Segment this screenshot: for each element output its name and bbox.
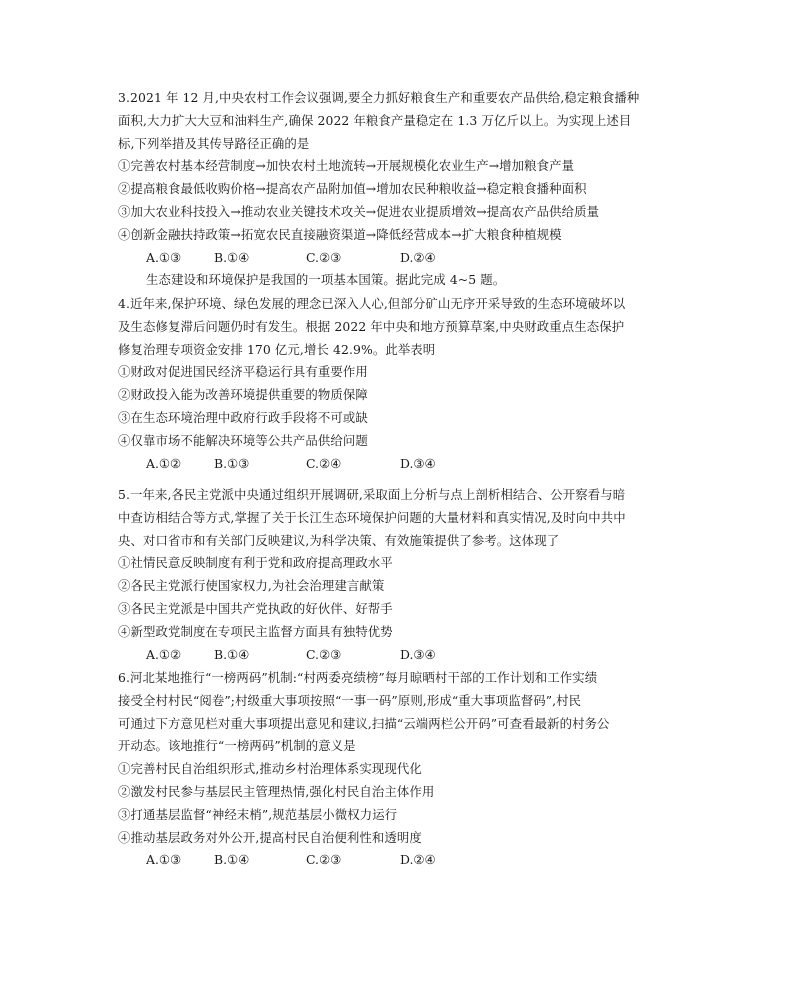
question-6-stem-line-3: 可通过下方意见栏对重大事项提出意见和建议,扫描“云端两栏公开码”可查看最新的村务公 [118,715,610,731]
question-5-option-3: ③各民主党派是中国共产党执政的好伙伴、好帮手 [118,600,393,616]
question-3-stem-line-1: 3.2021 年 12 月,中央农村工作会议强调,要全力抓好粮食生产和重要农产品供给,稳定粮食播种 [118,90,640,105]
question-5-stem-line-3: 央、对口省市和有关部门反映建议,为科学决策、有效施策提供了参考。这体现了 [118,532,560,548]
answer-choice-d: D.③④ [400,455,436,471]
answer-choice-d: D.②④ [400,249,436,265]
question-6-stem-line-2: 接受全村村民“阅卷”;村级重大事项按照“一事一码”原则,形成“重大事项监督码”,村民 [118,692,582,708]
question-4-option-1: ①财政对促进国民经济平稳运行具有重要作用 [118,364,368,380]
question-3-option-4: ④创新金融扶持政策→拓宽农民直接融资渠道→降低经营成本→扩大粮食种植规模 [118,226,562,242]
section-intro: 生态建设和环境保护是我国的一项基本国策。据此完成 4~5 题。 [146,272,506,288]
question-5-option-2: ②各民主党派行使国家权力,为社会治理建言献策 [118,578,385,594]
question-4-stem-line-2: 及生态修复滞后问题仍时有发生。根据 2022 年中央和地方预算草案,中央财政重点生态保护 [118,318,625,334]
answer-choice-a: A.①③ [146,852,182,868]
answer-choice-d: D.②④ [400,852,436,868]
question-6-option-2: ②激发村民参与基层民主管理热情,强化村民自治主体作用 [118,783,435,799]
answer-choice-a: A.①③ [146,249,182,265]
question-6-option-3: ③打通基层监督“神经末梢”,规范基层小微权力运行 [118,806,398,822]
question-4-option-4: ④仅靠市场不能解决环境等公共产品供给问题 [118,432,368,448]
question-5-stem-line-2: 中查访相结合等方式,掌握了关于长江生态环境保护问题的大量材料和真实情况,及时向中共中 [118,509,626,525]
question-4-answer-choices [118,453,678,476]
answer-choice-c: C.②③ [306,646,342,662]
question-4 [118,293,678,475]
answer-choice-c: C.②④ [306,455,342,471]
question-6 [118,667,678,872]
answer-choice-b: B.①④ [214,852,250,868]
question-6-stem-line-4: 开动态。该地推行“一榜两码”机制的意义是 [118,738,356,754]
question-3-option-3: ③加大农业科技投入→推动农业关键技术攻关→促进农业提质增效→提高农产品供给质量 [118,203,600,219]
question-4-stem-line-3: 修复治理专项资金安排 170 亿元,增长 42.9%。此举表明 [118,341,436,357]
question-3-stem-line-3: 标,下列举措及其传导路径正确的是 [118,135,310,151]
question-6-option-4: ④推动基层政务对外公开,提高村民自治便利性和透明度 [118,829,422,845]
answer-choice-b: B.①④ [214,646,250,662]
question-5-option-4: ④新型政党制度在专项民主监督方面具有独特优势 [118,623,393,639]
question-4-stem-line-1: 4.近年来,保护环境、绿色发展的理念已深入人心,但部分矿山无序开采导致的生态环境破坏以 [118,296,626,311]
question-3-stem-line-2: 面积,大力扩大大豆和油料生产,确保 2022 年粮食产量稳定在 1.3 万亿斤以上。为实现上述目 [118,112,632,128]
question-3-option-1: ①完善农村基本经营制度→加快农村土地流转→开展规模化农业生产→增加粮食产量 [118,158,575,174]
question-5-answer-choices [118,644,678,667]
question-3 [118,87,678,292]
question-6-stem-line-1: 6.河北某地推行“一榜两码”机制:“村两委亮绩榜”每月晾晒村干部的工作计划和工作实绩 [118,670,598,685]
answer-choice-a: A.①② [146,455,182,471]
answer-choice-c: C.②③ [306,249,342,265]
question-4-option-2: ②财政投入能为改善环境提供重要的物质保障 [118,387,368,403]
answer-choice-b: B.①③ [214,455,250,471]
question-6-answer-choices [118,849,678,872]
answer-choice-d: D.③④ [400,646,436,662]
question-5-stem-line-1: 5.一年来,各民主党派中央通过组织开展调研,采取面上分析与点上剖析相结合、公开察看与暗 [118,487,626,502]
question-3-answer-choices [118,247,678,270]
question-4-option-3: ③在生态环境治理中政府行政手段将不可或缺 [118,409,368,425]
answer-choice-c: C.②③ [306,852,342,868]
question-5 [118,484,678,666]
question-6-option-1: ①完善村民自治组织形式,推动乡村治理体系实现现代化 [118,761,422,777]
answer-choice-b: B.①④ [214,249,250,265]
answer-choice-a: A.①② [146,646,182,662]
question-5-option-1: ①社情民意反映制度有利于党和政府提高理政水平 [118,555,393,571]
question-3-option-2: ②提高粮食最低收购价格→提高农产品附加值→增加农民种粮收益→稳定粮食播种面积 [118,181,587,197]
